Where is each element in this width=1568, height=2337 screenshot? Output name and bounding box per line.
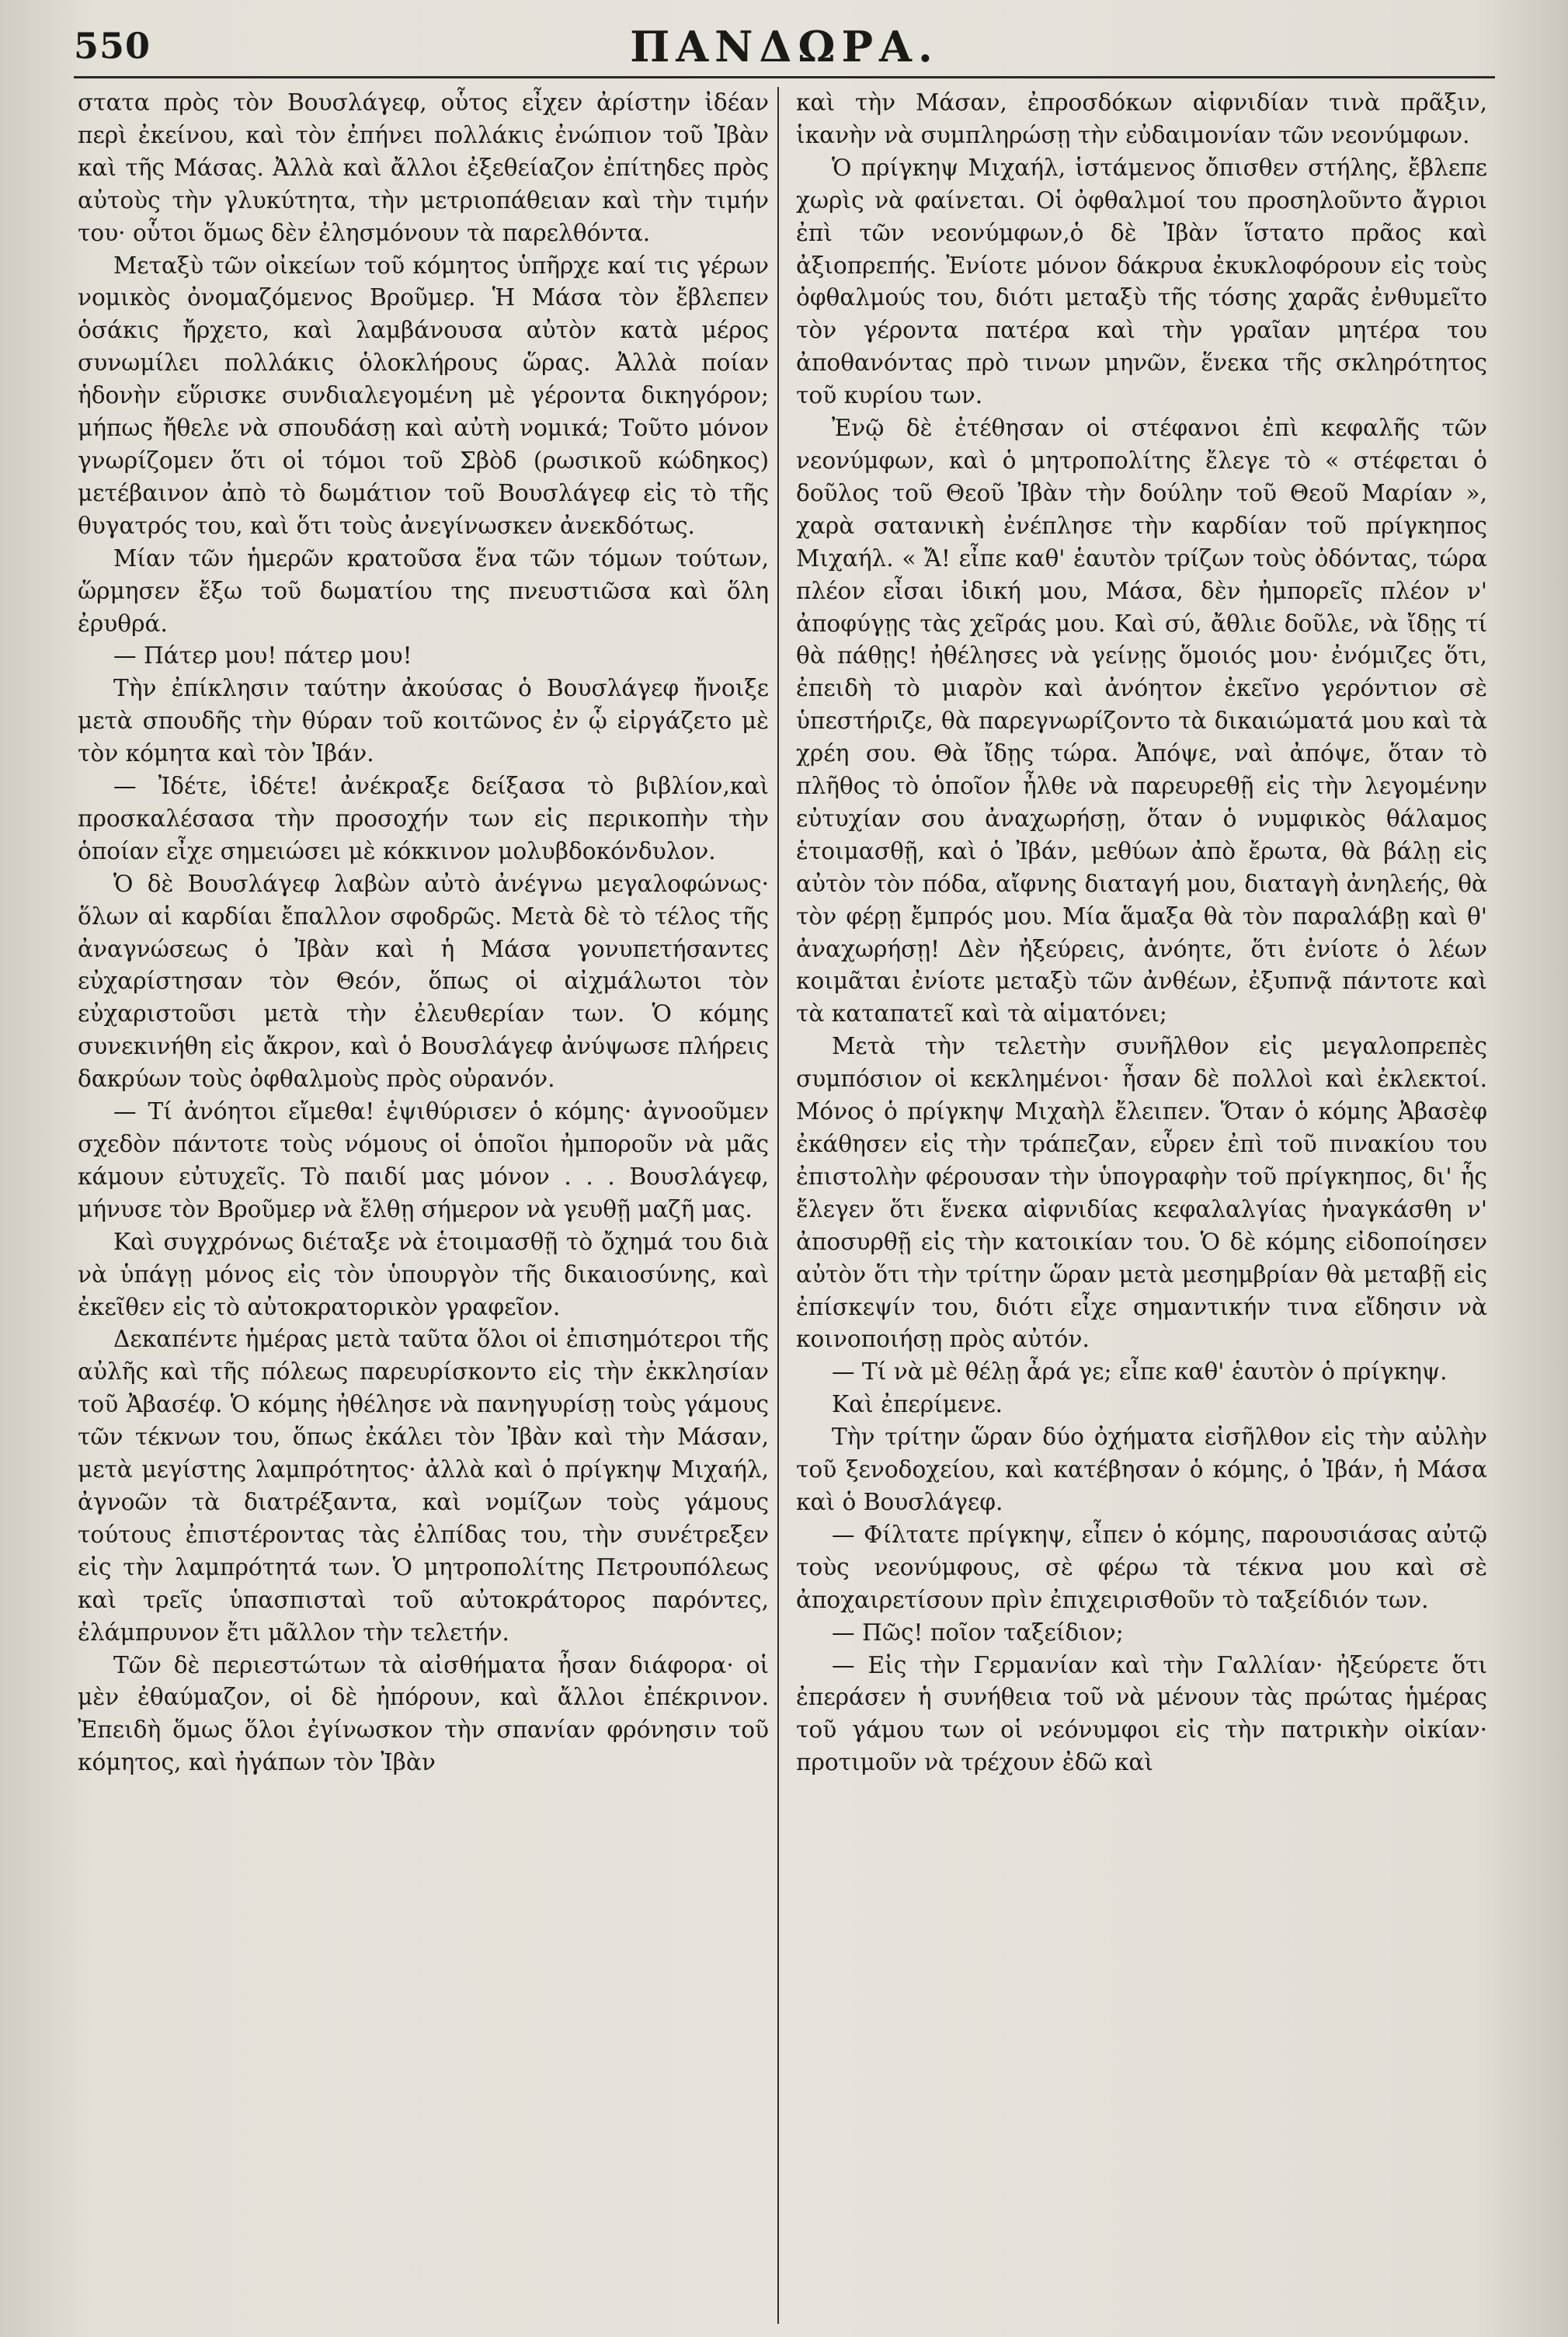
paragraph: Καὶ συγχρόνως διέταξε νὰ ἑτοιμασθῇ τὸ ὄχημά του διὰ νὰ ὑπάγῃ μόνος εἰς τὸν ὑπουργὸν τῆς δικαιοσύνης, καὶ ἐκεῖθεν εἰς τὸ αὐτοκρατορικὸν γραφεῖον. bbox=[78, 1228, 769, 1320]
paragraph: — Φίλτατε πρίγκηψ, εἶπεν ὁ κόμης, παρουσιάσας αὐτῷ τοὺς νεονύμφους, σὲ φέρω τὰ τέκνα μου καὶ σὲ ἀποχαιρετίσουν πρὶν ἐπιχειρισθοῦν τὸ ταξείδιόν των. bbox=[796, 1521, 1487, 1613]
paragraph: — Εἰς τὴν Γερμανίαν καὶ τὴν Γαλλίαν· ἠξεύρετε ὅτι ἐπεράσεν ἡ συνήθεια τοῦ νὰ μένουν τὰς πρώτας ἡμέρας τοῦ γάμου των οἱ νεόνυμφοι εἰς τὴν πατρικὴν οἰκίαν· προτιμοῦν νὰ τρέχουν ἐδῶ καὶ bbox=[796, 1651, 1487, 1776]
page-header bbox=[74, 22, 1495, 71]
header-rule bbox=[74, 76, 1495, 78]
paragraph: Ἐνῷ δὲ ἐτέθησαν οἱ στέφανοι ἐπὶ κεφαλῆς τῶν νεονύμφων, καὶ ὁ μητροπολίτης ἔλεγε τὸ « στέφεται ὁ δοῦλος τοῦ Θεοῦ Ἰβὰν τὴν δούλην τοῦ Θεοῦ Μαρίαν », χαρὰ σατανικὴ ἐνέπλησε τὴν καρδίαν τοῦ πρίγκηπος Μιχαήλ. « Ἄ! εἶπε καθ' ἑαυτὸν τρίζων τοὺς ὀδόντας, τώρα πλέον εἶσαι ἰδική μου, Μάσα, δὲν ἠμπορεῖς πλέον ν' ἀποφύγῃς τὰς χεῖράς μου. Καὶ σύ, ἄθλιε δοῦλε, νὰ ἴδῃς τί θὰ πάθῃς! ἠθέλησες νὰ γείνῃς ὅμοιός μου· ἐνόμιζες ὅτι, ἐπειδὴ τὸ μιαρὸν καὶ ἀνόητον ἐκεῖνο γερόντιον σὲ ὑπεστήριζε, θὰ παρεγνωρίζοντο τὰ δικαιώματά μου καὶ τὰ χρέη σου. Θὰ ἴδῃς τώρα. Ἀπόψε, ναὶ ἀπόψε, ὅταν τὸ πλῆθος τὸ ὁποῖον ἦλθε νὰ παρευρεθῇ εἰς τὴν λεγομένην εὐτυχίαν σου ἀναχωρήσῃ, ὅταν ὁ νυμφικὸς θάλαμος ἑτοιμασθῇ, καὶ ὁ Ἰβάν, μεθύων ἀπὸ ἔρωτα, θὰ βάλῃ εἰς αὐτὸν τὸν πόδα, αἴφνης διαταγή μου, διαταγὴ ἀνηλεής, θὰ τὸν φέρῃ ἔμπρός μου. Μία ἅμαξα θὰ τὸν παραλάβῃ καὶ θ' ἀναχωρήσῃ! Δὲν ἠξεύρεις, ἀνόητε, ὅτι ἐνίοτε ὁ λέων κοιμᾶται ἐνίοτε μεταξὺ τῶν ἀνθέων, ἐξυπνᾷ πάντοτε καὶ τὰ καταπατεῖ καὶ τὰ αἱματόνει; bbox=[796, 415, 1487, 1028]
paragraph: Τῶν δὲ περιεστώτων τὰ αἰσθήματα ἦσαν διάφορα· οἱ μὲν ἐθαύμαζον, οἱ δὲ ἠπόρουν, καὶ ἄλλοι ἐπέκρινον. Ἐπειδὴ ὅμως ὅλοι ἐγίνωσκον τὴν σπανίαν φρόνησιν τοῦ κόμητος, καὶ ἠγάπων τὸν Ἰβὰν bbox=[78, 1651, 769, 1776]
paragraph: Τὴν ἐπίκλησιν ταύτην ἀκούσας ὁ Βουσλάγεφ ἤνοιξε μετὰ σπουδῆς τὴν θύραν τοῦ κοιτῶνος ἐν ᾧ εἰργάζετο μὲ τὸν κόμητα καὶ τὸν Ἰβάν. bbox=[78, 675, 769, 767]
paragraph: — Τί ἀνόητοι εἴμεθα! ἐψιθύρισεν ὁ κόμης· ἀγνοοῦμεν σχεδὸν πάντοτε τοὺς νόμους οἱ ὁποῖοι ἠμποροῦν νὰ μᾶς κάμουν εὐτυχεῖς. Τὸ παιδί μας μόνον . . . Βουσλάγεφ, μήνυσε τὸν Βροῦμερ νὰ ἔλθῃ σήμερον νὰ γευθῇ μαζῆ μας. bbox=[78, 1098, 769, 1222]
paragraph: Ὁ πρίγκηψ Μιχαήλ, ἱστάμενος ὄπισθεν στήλης, ἔβλεπε χωρὶς νὰ φαίνεται. Οἱ ὀφθαλμοί του προσηλοῦντο ἄγριοι ἐπὶ τῶν νεονύμφων,ὁ δὲ Ἰβὰν ἵστατο πρᾶος καὶ ἀξιοπρεπής. Ἐνίοτε μόνον δάκρυα ἐκυκλοφόρουν εἰς τοὺς ὀφθαλμούς του, διότι μεταξὺ τῆς τόσης χαρᾶς ἐνθυμεῖτο τὸν γέροντα πατέρα καὶ τὴν γραῖαν μητέρα του ἀποθανόντας πρὸ τινων μηνῶν, ἕνεκα τῆς σκληρότητος τοῦ κυρίου των. bbox=[796, 154, 1487, 409]
paragraph: — Πῶς! ποῖον ταξείδιον; bbox=[832, 1619, 1124, 1646]
paragraph: Μίαν τῶν ἡμερῶν κρατοῦσα ἕνα τῶν τόμων τούτων, ὥρμησεν ἔξω τοῦ δωματίου της πνευστιῶσα καὶ ὅλη ἐρυθρά. bbox=[78, 544, 769, 637]
right-column bbox=[796, 87, 1487, 2290]
left-column bbox=[78, 87, 769, 2290]
paragraph: — Πάτερ μου! πάτερ μου! bbox=[113, 642, 412, 669]
running-title: ΠΑΝΔΩΡΑ. bbox=[630, 22, 939, 71]
paragraph: στατα πρὸς τὸν Βουσλάγεφ, οὗτος εἶχεν ἀρίστην ἰδέαν περὶ ἐκείνου, καὶ τὸν ἐπήνει πολλάκις ἐνώπιον τοῦ Ἰβὰν καὶ τῆς Μάσας. Ἀλλὰ καὶ ἄλλοι ἐξεθείαζον ἐπίτηδες πρὸς αὐτοὺς τὴν γλυκύτητα, τὴν μετριοπάθειαν καὶ τὴν τιμήν του· οὗτοι ὅμως δὲν ἐλησμόνουν τὰ παρελθόντα. bbox=[78, 89, 769, 246]
paragraph: Μεταξὺ τῶν οἰκείων τοῦ κόμητος ὑπῆρχε καί τις γέρων νομικὸς ὀνομαζόμενος Βροῦμερ. Ἡ Μάσα τὸν ἔβλεπεν ὁσάκις ἤρχετο, καὶ λαμβάνουσα αὐτὸν κατὰ μέρος συνωμίλει πολλάκις ὁλοκλήρους ὥρας. Ἀλλὰ ποίαν ἡδονὴν εὕρισκε συνδιαλεγομένη μὲ γέροντα δικηγόρον; μήπως ἤθελε νὰ σπουδάσῃ καὶ αὐτὴ νομικά; Τοῦτο μόνον γνωρίζομεν ὅτι οἱ τόμοι τοῦ Σβὸδ (ρωσικοῦ κώδηκος) μετέβαινον ἀπὸ τὸ δωμάτιον τοῦ Βουσλάγεφ εἰς τὸ τῆς θυγατρός του, καὶ ὅτι τοὺς ἀνεγίνωσκεν ἀνεκδότως. bbox=[78, 252, 769, 539]
paragraph: — Ἰδέτε, ἰδέτε! ἀνέκραξε δείξασα τὸ βιβλίον,καὶ προσκαλέσασα τὴν προσοχήν των εἰς περικοπὴν τὴν ὁποίαν εἶχε σημειώσει μὲ κόκκινον μολυβδοκόνδυλον. bbox=[78, 773, 769, 864]
paragraph: Δεκαπέντε ἡμέρας μετὰ ταῦτα ὅλοι οἱ ἐπισημότεροι τῆς αὐλῆς καὶ τῆς πόλεως παρευρίσκοντο εἰς τὴν ἐκκλησίαν τοῦ Ἀβασέφ. Ὁ κόμης ἠθέλησε νὰ πανηγυρίσῃ τοὺς γάμους τῶν τέκνων του, ὅπως ἐκάλει τὸν Ἰβὰν καὶ τὴν Μάσαν, μετὰ μεγίστης λαμπρότητος· ἀλλὰ καὶ ὁ πρίγκηψ Μιχαήλ, ἀγνοῶν τὰ διατρέξαντα, καὶ νομίζων τοὺς γάμους τούτους ἐπιστέροντας τὰς ἐλπίδας του, τὴν συνέτρεξεν εἰς τὴν λαμπρότητά των. Ὁ μητροπολίτης Πετρουπόλεως καὶ τρεῖς ὑπασπισταὶ τοῦ αὐτοκράτορος παρόντες, ἐλάμπρυνον ἔτι μᾶλλον τὴν τελετήν. bbox=[78, 1326, 769, 1646]
paragraph: καὶ τὴν Μάσαν, ἐπροσδόκων αἰφνιδίαν τινὰ πρᾶξιν, ἱκανὴν νὰ συμπληρώσῃ τὴν εὐδαιμονίαν τῶν νεονύμφων. bbox=[796, 89, 1487, 148]
paragraph: — Τί νὰ μὲ θέλῃ ἆρά γε; εἶπε καθ' ἑαυτὸν ὁ πρίγκηψ. bbox=[832, 1358, 1448, 1386]
paragraph: Μετὰ τὴν τελετὴν συνῆλθον εἰς μεγαλοπρεπὲς συμπόσιον οἱ κεκλημένοι· ἦσαν δὲ πολλοὶ καὶ ἐκλεκτοί. Μόνος ὁ πρίγκηψ Μιχαὴλ ἔλειπεν. Ὅταν ὁ κόμης Ἀβασὲφ ἐκάθησεν εἰς τὴν τράπεζαν, εὗρεν ἐπὶ τοῦ πινακίου του ἐπιστολὴν φέρουσαν τὴν ὑπογραφὴν τοῦ πρίγκηπος, δι' ἧς ἔλεγεν ὅτι ἕνεκα αἰφνιδίας κεφαλαλγίας ἠναγκάσθη ν' ἀποσυρθῇ εἰς τὴν κατοικίαν του. Ὁ δὲ κόμης εἰδοποίησεν αὐτὸν ὅτι τὴν τρίτην ὥραν μετὰ μεσημβρίαν θὰ μεταβῇ εἰς ἐπίσκεψίν του, διότι εἶχε σημαντικήν τινα εἴδησιν νὰ κοινοποιήσῃ πρὸς αὐτόν. bbox=[796, 1033, 1487, 1353]
paragraph: Τὴν τρίτην ὥραν δύο ὀχήματα εἰσῆλθον εἰς τὴν αὐλὴν τοῦ ξενοδοχείου, καὶ κατέβησαν ὁ κόμης, ὁ Ἰβάν, ἡ Μάσα καὶ ὁ Βουσλάγεφ. bbox=[796, 1424, 1487, 1515]
column-divider bbox=[777, 87, 779, 2324]
page-number: 550 bbox=[74, 25, 151, 67]
paragraph: Καὶ ἐπερίμενε. bbox=[832, 1391, 1003, 1418]
paragraph: Ὁ δὲ Βουσλάγεφ λαβὼν αὐτὸ ἀνέγνω μεγαλοφώνως· ὅλων αἱ καρδίαι ἔπαλλον σφοδρῶς. Μετὰ δὲ τὸ τέλος τῆς ἀναγνώσεως ὁ Ἰβὰν καὶ ἡ Μάσα γονυπετήσαντες εὐχαρίστησαν τὸν Θεόν, ὅπως οἱ αἰχμάλωτοι τὸν εὐχαριστοῦσι μετὰ τὴν ἐλευθερίαν των. Ὁ κόμης συνεκινήθη εἰς ἄκρον, καὶ ὁ Βουσλάγεφ ἀνύψωσε πλήρεις δακρύων τοὺς ὀφθαλμοὺς πρὸς οὐρανόν. bbox=[78, 870, 769, 1093]
